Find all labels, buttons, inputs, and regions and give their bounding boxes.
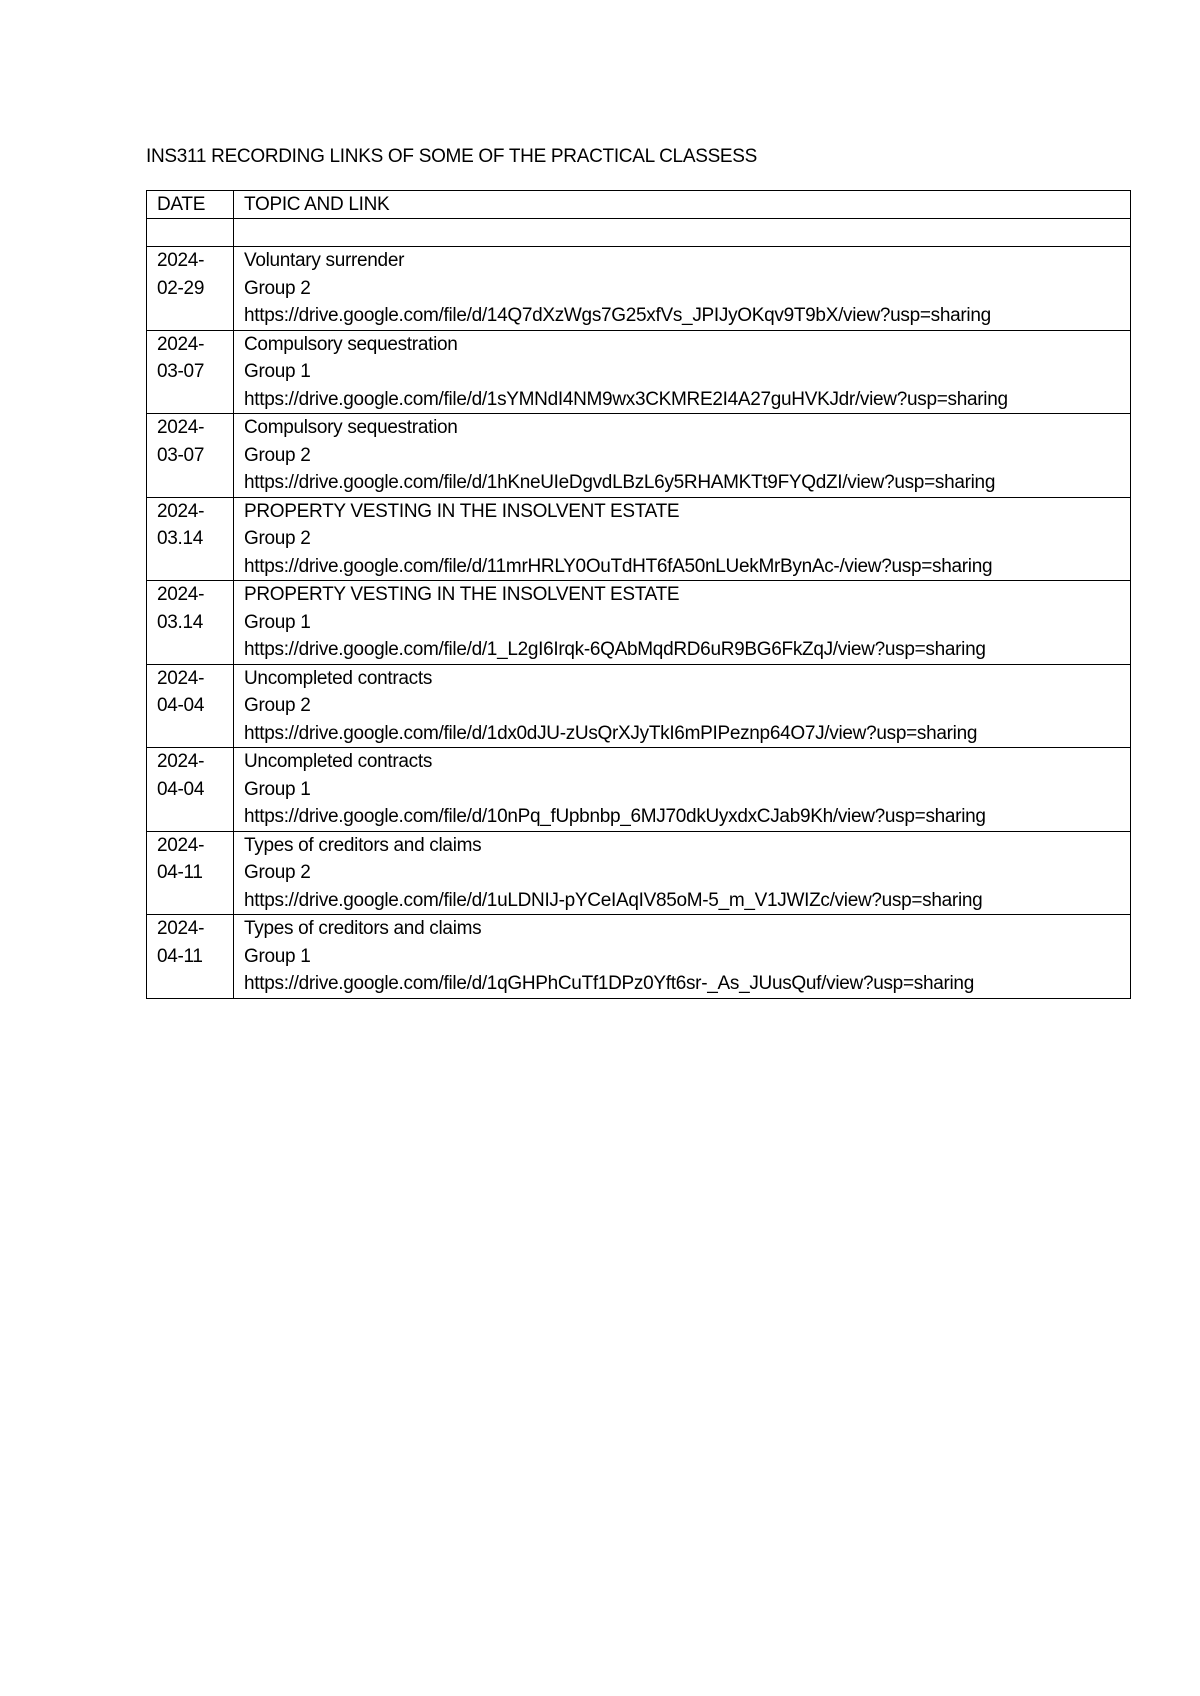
date-cell: [147, 748, 234, 832]
date-year: 2024-: [157, 751, 205, 772]
table-row: [147, 330, 1131, 414]
recording-link[interactable]: https://drive.google.com/file/d/14Q7dXzWgs7G25xfVs_JPIJyOKqv9T9bX/view?usp=sharing: [244, 305, 991, 326]
recording-links-table: [146, 190, 1131, 999]
date-cell: [147, 330, 234, 414]
date-cell: [147, 664, 234, 748]
recording-link[interactable]: https://drive.google.com/file/d/1sYMNdI4NM9wx3CKMRE2I4A27guHVKJdr/view?usp=sharing: [244, 388, 1008, 410]
date-year: 2024-: [157, 500, 205, 522]
date-year: 2024-: [157, 584, 205, 605]
table-row: [147, 748, 1131, 832]
topic-cell: [234, 748, 1131, 832]
blank-date-cell: [147, 219, 234, 247]
topic-name: Voluntary surrender: [244, 250, 405, 271]
date-month-day: 04-11: [157, 945, 203, 967]
topic-name: Compulsory sequestration: [244, 417, 458, 438]
group-label: Group 1: [244, 361, 311, 382]
date-year: 2024-: [157, 667, 205, 689]
date-year: 2024-: [157, 333, 205, 355]
table-row: [147, 664, 1131, 748]
topic-cell: [234, 915, 1131, 999]
topic-name: Compulsory sequestration: [244, 333, 458, 355]
topic-name: PROPERTY VESTING IN THE INSOLVENT ESTATE: [244, 500, 680, 522]
topic-cell: [234, 497, 1131, 581]
group-label: Group 1: [244, 945, 311, 967]
date-month-day: 04-04: [157, 695, 205, 716]
topic-name: Types of creditors and claims: [244, 834, 482, 856]
document-title: INS311 RECORDING LINKS OF SOME OF THE PRACTICAL CLASSESS: [146, 146, 758, 167]
date-month-day: 03.14: [157, 611, 204, 633]
topic-cell: [234, 330, 1131, 414]
recording-link[interactable]: https://drive.google.com/file/d/1_L2gI6Irqk-6QAbMqdRD6uR9BG6FkZqJ/view?usp=sharing: [244, 639, 986, 660]
table-row: [147, 915, 1131, 999]
table-row: [147, 414, 1131, 498]
date-year: 2024-: [157, 417, 205, 438]
date-cell: [147, 831, 234, 915]
date-cell: [147, 247, 234, 331]
recording-link[interactable]: https://drive.google.com/file/d/1qGHPhCuTf1DPz0Yft6sr-_As_JUusQuf/view?usp=sharing: [244, 973, 974, 994]
topic-cell: [234, 247, 1131, 331]
topic-name: PROPERTY VESTING IN THE INSOLVENT ESTATE: [244, 584, 680, 605]
group-label: Group 2: [244, 528, 311, 549]
date-cell: [147, 497, 234, 581]
date-month-day: 03-07: [157, 361, 205, 382]
group-label: Group 1: [244, 778, 311, 800]
group-label: Group 1: [244, 611, 311, 633]
group-label: Group 2: [244, 695, 311, 716]
date-column-header: DATE: [147, 191, 234, 219]
table-row: [147, 247, 1131, 331]
date-cell: [147, 414, 234, 498]
date-cell: [147, 915, 234, 999]
group-label: Group 2: [244, 277, 311, 299]
topic-cell: [234, 414, 1131, 498]
date-month-day: 04-04: [157, 778, 205, 800]
date-month-day: 04-11: [157, 862, 203, 883]
blank-topic-cell: [234, 219, 1131, 247]
date-year: 2024-: [157, 250, 205, 271]
date-year: 2024-: [157, 834, 205, 856]
table-row: [147, 497, 1131, 581]
table-row: [147, 581, 1131, 665]
date-year: 2024-: [157, 918, 205, 939]
group-label: Group 2: [244, 862, 311, 883]
recording-link[interactable]: https://drive.google.com/file/d/1hKneUIeDgvdLBzL6y5RHAMKTt9FYQdZI/view?usp=sharing: [244, 472, 996, 493]
topic-cell: [234, 664, 1131, 748]
date-cell: [147, 581, 234, 665]
topic-name: Uncompleted contracts: [244, 667, 433, 689]
recording-link[interactable]: https://drive.google.com/file/d/1uLDNIJ-pYCeIAqIV85oM-5_m_V1JWIZc/view?usp=sharing: [244, 889, 983, 911]
topic-column-header: TOPIC AND LINK: [234, 191, 1131, 219]
topic-name: Types of creditors and claims: [244, 918, 482, 939]
topic-name: Uncompleted contracts: [244, 751, 433, 772]
recording-link[interactable]: https://drive.google.com/file/d/11mrHRLY0OuTdHT6fA50nLUekMrBynAc-/view?usp=sharing: [244, 555, 993, 577]
date-month-day: 03.14: [157, 528, 204, 549]
recording-link[interactable]: https://drive.google.com/file/d/10nPq_fUpbnbp_6MJ70dkUyxdxCJab9Kh/view?usp=sharing: [244, 806, 986, 827]
topic-cell: [234, 831, 1131, 915]
table-header-row: [147, 191, 1131, 219]
recording-link[interactable]: https://drive.google.com/file/d/1dx0dJU-zUsQrXJyTkI6mPIPeznp64O7J/view?usp=sharing: [244, 722, 978, 744]
date-month-day: 03-07: [157, 444, 205, 466]
table-row: [147, 831, 1131, 915]
date-month-day: 02-29: [157, 277, 205, 299]
group-label: Group 2: [244, 444, 311, 466]
blank-row: [147, 219, 1131, 247]
topic-cell: [234, 581, 1131, 665]
